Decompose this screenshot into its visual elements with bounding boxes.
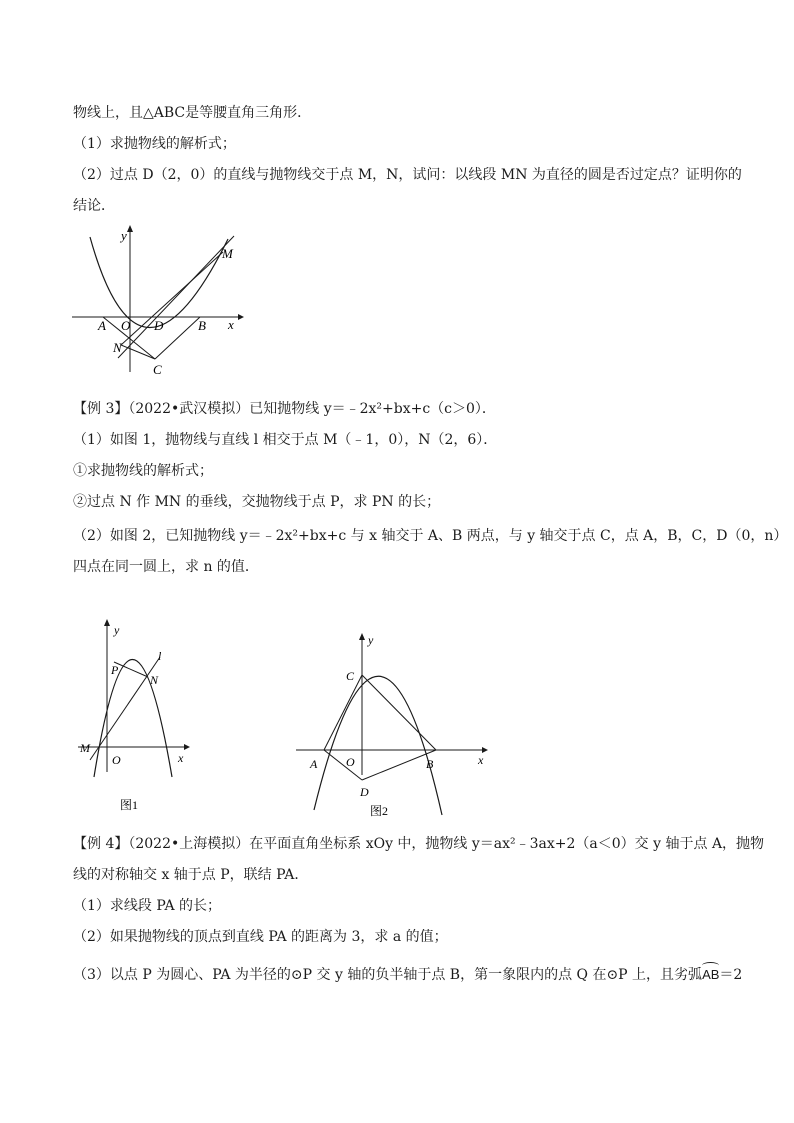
question-2: （2）过点 D（2，0）的直线与抛物线交于点 M，N，试问：以线段 MN 为直径的圆是否过定点？证明你的	[73, 167, 742, 183]
example-3-question-2-continued: 四点在同一圆上，求 n 的值．	[73, 559, 259, 575]
figure-1	[74, 612, 204, 817]
fig2-origin-label: O	[346, 755, 355, 769]
fig2-point-b-label: B	[426, 757, 434, 771]
fig1-point-m-label: M	[80, 741, 90, 755]
fig1-caption: 图1	[120, 798, 139, 812]
example-3-question-1b: ②过点 N 作 MN 的垂线，交抛物线于点 P，求 PN 的长；	[73, 494, 441, 510]
fig1-x-axis-label: x	[178, 751, 184, 765]
origin-label: O	[121, 318, 131, 333]
y-axis-label: y	[121, 228, 127, 243]
x-axis-label: x	[228, 317, 234, 332]
point-a-label: A	[98, 318, 106, 333]
example-3-title: 【例 3】（2022•武汉模拟）已知抛物线 y＝﹣2x²+bx+c（c＞0）．	[73, 401, 496, 417]
example-4-question-3	[73, 966, 742, 984]
point-n-label: N	[113, 340, 122, 355]
parabola-figure-top	[68, 222, 248, 382]
example-4-question-3-text: （3）以点 P 为圆心、PA 为半径的⊙P 交 y 轴的负半轴于点 B，第一象限内的点 Q 在⊙P 上，且劣弧	[73, 967, 703, 983]
point-c-label: C	[153, 362, 162, 377]
example-4-title-continued: 线的对称轴交 x 轴于点 P，联结 PA．	[73, 867, 309, 883]
question-1: （1）求抛物线的解析式；	[73, 136, 236, 152]
example-4-question-3-tail: ＝2	[719, 967, 743, 983]
fig2-caption: 图2	[370, 804, 389, 818]
fig1-line-l-label: l	[158, 649, 162, 663]
fig1-point-n-label: N	[150, 673, 159, 687]
arc-ab-notation: AB	[702, 967, 720, 982]
fig2-point-a-label: A	[310, 757, 318, 771]
fig1-y-axis-label: y	[114, 623, 120, 637]
example-4-question-2: （2）如果抛物线的顶点到直线 PA 的距离为 3，求 a 的值；	[73, 929, 448, 945]
example-4-title: 【例 4】（2022•上海模拟）在平面直角坐标系 xOy 中，抛物线 y＝ax²﹣3ax+2（a＜0）交 y 轴于点 A，抛物	[73, 836, 765, 852]
point-b-label: B	[198, 318, 206, 333]
question-2-continued: 结论．	[73, 198, 115, 214]
point-m-label: M	[222, 246, 233, 261]
example-3-question-1: （1）如图 1，抛物线与直线 l 相交于点 M（﹣1，0），N（2，6）．	[73, 432, 498, 448]
example-3-question-1a: ①求抛物线的解析式；	[73, 463, 213, 479]
fig1-point-p-label: P	[111, 663, 119, 677]
example-4-question-1: （1）求线段 PA 的长；	[73, 898, 222, 914]
figure-2	[292, 630, 492, 825]
fig2-x-axis-label: x	[478, 753, 484, 767]
fig2-point-d-label: D	[360, 785, 369, 799]
point-d-label: D	[154, 318, 164, 333]
paragraph-condition: 物线上，且△ABC是等腰直角三角形．	[73, 105, 312, 121]
example-3-question-2: （2）如图 2，已知抛物线 y＝﹣2x²+bx+c 与 x 轴交于 A、B 两点，与 y 轴交于点 C，点 A，B，C，D（0，n）	[73, 528, 788, 544]
fig2-point-c-label: C	[346, 669, 355, 683]
fig1-origin-label: O	[112, 753, 121, 767]
fig2-y-axis-label: y	[368, 633, 374, 647]
